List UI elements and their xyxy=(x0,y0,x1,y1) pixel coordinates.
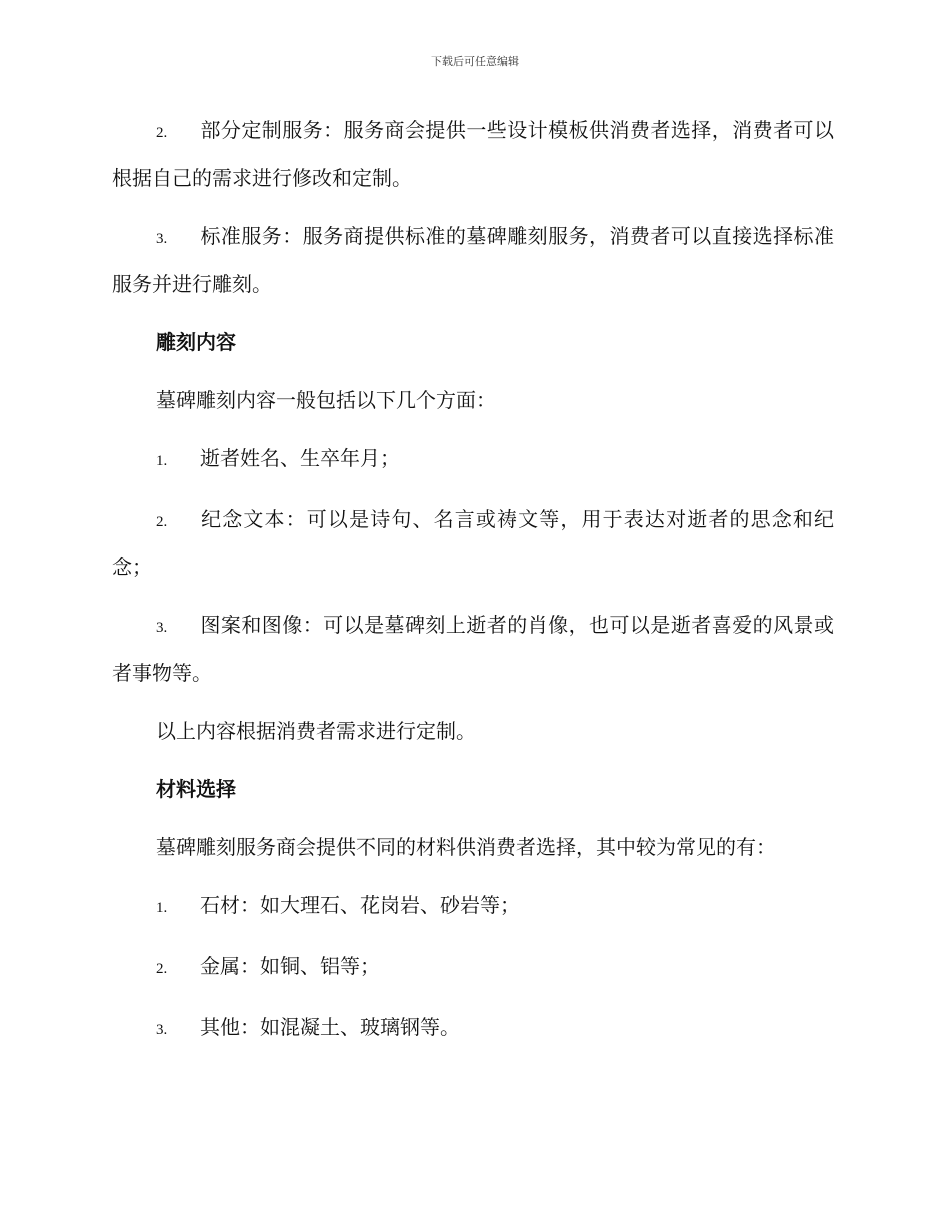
list-item-text: 标准服务：服务商提供标准的墓碑雕刻服务，消费者可以直接选择标准服务并进行雕刻。 xyxy=(112,224,834,296)
list-item xyxy=(112,944,834,992)
list-item-text: 金属：如铜、铝等； xyxy=(200,954,380,978)
list-item xyxy=(112,436,834,484)
list-item xyxy=(112,497,834,590)
list-number: 3. xyxy=(156,620,168,636)
list-item-text: 图案和图像：可以是墓碑刻上逝者的肖像，也可以是逝者喜爱的风景或者事物等。 xyxy=(112,613,834,685)
list-number: 2. xyxy=(156,961,168,977)
list-number: 1. xyxy=(156,453,168,469)
list-number: 3. xyxy=(156,1022,168,1038)
list-item-text: 纪念文本：可以是诗句、名言或祷文等，用于表达对逝者的思念和纪念； xyxy=(112,507,834,579)
list-number: 2. xyxy=(156,125,168,141)
section-heading-material-selection: 材料选择 xyxy=(156,777,236,801)
list-item-text: 部分定制服务：服务商会提供一些设计模板供消费者选择，消费者可以根据自己的需求进行修改和定制。 xyxy=(112,118,834,190)
list-item xyxy=(112,1005,834,1053)
section-heading-carving-content: 雕刻内容 xyxy=(156,330,236,354)
list-item xyxy=(112,214,834,307)
list-number: 2. xyxy=(156,514,168,530)
paragraph: 墓碑雕刻服务商会提供不同的材料供消费者选择，其中较为常见的有： xyxy=(156,835,776,859)
page-header: 下载后可任意编辑 xyxy=(431,55,519,68)
list-item xyxy=(112,108,834,201)
list-item xyxy=(112,603,834,696)
document-body xyxy=(112,108,834,1066)
list-item-text: 石材：如大理石、花岗岩、砂岩等； xyxy=(200,893,520,917)
list-item-text: 其他：如混凝土、玻璃钢等。 xyxy=(200,1015,460,1039)
list-item-text: 逝者姓名、生卒年月； xyxy=(200,446,400,470)
list-item xyxy=(112,883,834,931)
list-number: 3. xyxy=(156,231,168,247)
list-number: 1. xyxy=(156,900,168,916)
paragraph: 以上内容根据消费者需求进行定制。 xyxy=(156,719,476,743)
paragraph: 墓碑雕刻内容一般包括以下几个方面： xyxy=(156,388,496,412)
